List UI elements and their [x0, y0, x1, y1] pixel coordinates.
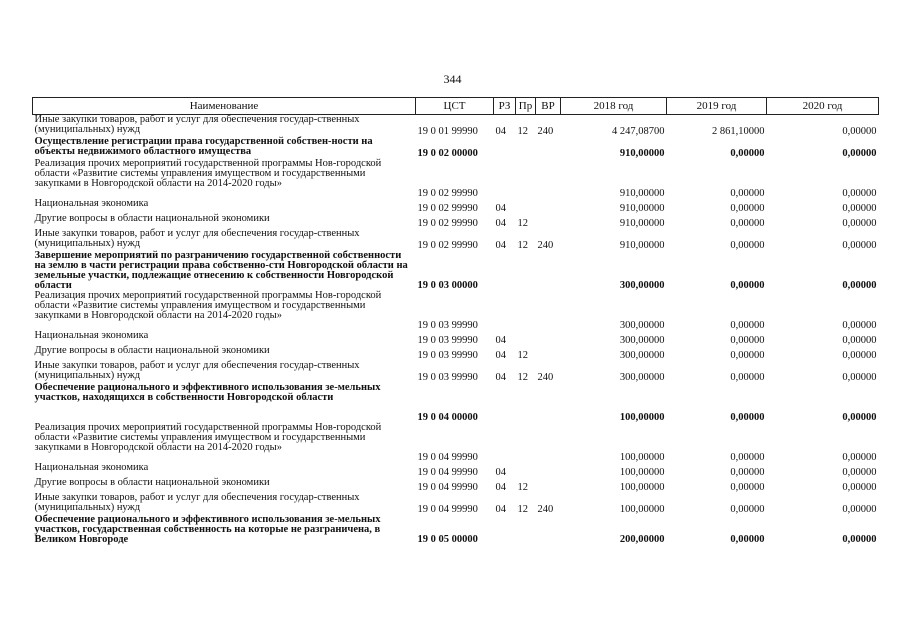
row-rz: [494, 383, 516, 423]
header-vr: ВР: [536, 98, 561, 115]
table-row: [33, 229, 879, 251]
table-header-row: [33, 98, 879, 115]
row-2020: 0,00000: [842, 240, 877, 251]
row-vr: [536, 159, 561, 199]
row-2019: 0,00000: [730, 467, 765, 478]
table-row: [33, 331, 879, 346]
table-row: [33, 383, 879, 423]
row-pr: [516, 331, 536, 346]
row-name: Национальная экономика: [34, 198, 149, 209]
row-2019: 0,00000: [730, 280, 765, 291]
row-pr: [516, 251, 536, 291]
row-2020: 0,00000: [842, 350, 877, 361]
row-2018: 300,00000: [619, 335, 665, 346]
row-pr: [516, 291, 536, 331]
row-cst: 19 0 03 99990: [417, 350, 478, 361]
table-row: [33, 115, 879, 138]
row-rz: 04: [495, 126, 506, 137]
row-2019: 0,00000: [730, 203, 765, 214]
row-2018: 910,00000: [619, 240, 665, 251]
row-vr: [536, 214, 561, 229]
table-row: [33, 291, 879, 331]
row-2020: 0,00000: [842, 320, 877, 331]
row-vr: [536, 331, 561, 346]
row-name: Иные закупки товаров, работ и услуг для обеспечения государ-ственных (муниципальных) нужд: [34, 114, 360, 135]
row-2018: 100,00000: [619, 452, 665, 463]
row-pr: [516, 463, 536, 478]
row-2019: 0,00000: [730, 504, 765, 515]
row-name: Завершение мероприятий по разграничению государственной собственности на землю в части регистрации права собственно-сти Новгородской области на земельные участки, подлежащие отнесению к собственности Новгородской области: [34, 250, 408, 291]
row-2020: 0,00000: [842, 482, 877, 493]
row-cst: 19 0 04 99990: [417, 482, 478, 493]
row-name: Реализация прочих мероприятий государственной программы Нов-городской области «Развитие системы управления имуществом и государственными закупками в Новгородской области на 2014-2020 годы»: [34, 422, 382, 453]
row-2019: 0,00000: [730, 372, 765, 383]
row-2018: 200,00000: [619, 534, 665, 545]
row-2020: 0,00000: [842, 372, 877, 383]
row-2018: 910,00000: [619, 218, 665, 229]
row-vr: 240: [537, 240, 554, 251]
row-2019: 0,00000: [730, 240, 765, 251]
row-name: Национальная экономика: [34, 330, 149, 341]
table-row: [33, 346, 879, 361]
row-pr: 12: [517, 240, 528, 251]
row-pr: [516, 383, 536, 423]
row-vr: [536, 478, 561, 493]
row-pr: [516, 199, 536, 214]
row-pr: 12: [517, 218, 528, 229]
row-vr: [536, 251, 561, 291]
row-2018: 300,00000: [619, 280, 665, 291]
row-vr: [536, 346, 561, 361]
row-vr: [536, 199, 561, 214]
row-name: Национальная экономика: [34, 462, 149, 473]
row-2019: 0,00000: [730, 335, 765, 346]
row-2019: 0,00000: [730, 350, 765, 361]
row-name: Иные закупки товаров, работ и услуг для обеспечения государ-ственных (муниципальных) нужд: [34, 228, 360, 249]
row-name: Обеспечение рационального и эффективного использования зе-мельных участков, находящихся в собственности Новгородской области: [34, 382, 381, 403]
row-rz: [494, 159, 516, 199]
table-row: [33, 361, 879, 383]
row-cst: 19 0 03 00000: [417, 280, 478, 291]
row-2019: 0,00000: [730, 412, 765, 423]
row-2018: 300,00000: [619, 320, 665, 331]
row-pr: 12: [517, 482, 528, 493]
row-2020: 0,00000: [842, 467, 877, 478]
row-name: Другие вопросы в области национальной экономики: [34, 477, 270, 488]
table-row: [33, 137, 879, 159]
header-name: Наименование: [33, 98, 416, 115]
budget-table: [32, 97, 879, 545]
row-rz: 04: [495, 240, 506, 251]
row-cst: 19 0 02 99990: [417, 188, 478, 199]
table-row: [33, 478, 879, 493]
row-cst: 19 0 02 99990: [417, 240, 478, 251]
row-2020: 0,00000: [842, 412, 877, 423]
row-2020: 0,00000: [842, 126, 877, 137]
row-2018: 300,00000: [619, 372, 665, 383]
header-2018: 2018 год: [561, 98, 667, 115]
row-cst: 19 0 04 99990: [417, 467, 478, 478]
row-name: Другие вопросы в области национальной экономики: [34, 213, 270, 224]
row-2019: 0,00000: [730, 534, 765, 545]
row-rz: [494, 137, 516, 159]
row-vr: [536, 423, 561, 463]
table-row: [33, 493, 879, 515]
row-rz: 04: [495, 335, 506, 346]
row-vr: [536, 463, 561, 478]
row-pr: [516, 515, 536, 545]
row-2020: 0,00000: [842, 203, 877, 214]
row-cst: 19 0 05 00000: [417, 534, 478, 545]
row-name: Реализация прочих мероприятий государственной программы Нов-городской области «Развитие системы управления имуществом и государственными закупками в Новгородской области на 2014-2020 годы»: [34, 158, 382, 189]
row-vr: [536, 291, 561, 331]
row-2020: 0,00000: [842, 188, 877, 199]
row-2020: 0,00000: [842, 218, 877, 229]
row-2018: 100,00000: [619, 482, 665, 493]
row-2020: 0,00000: [842, 504, 877, 515]
row-rz: 04: [495, 482, 506, 493]
row-2020: 0,00000: [842, 148, 877, 159]
row-pr: 12: [517, 126, 528, 137]
row-2018: 300,00000: [619, 350, 665, 361]
row-rz: 04: [495, 218, 506, 229]
row-cst: 19 0 04 99990: [417, 452, 478, 463]
header-2019: 2019 год: [667, 98, 767, 115]
row-cst: 19 0 03 99990: [417, 320, 478, 331]
table-row: [33, 159, 879, 199]
row-name: Иные закупки товаров, работ и услуг для обеспечения государ-ственных (муниципальных) нужд: [34, 360, 360, 381]
row-cst: 19 0 01 99990: [417, 126, 478, 137]
row-2020: 0,00000: [842, 335, 877, 346]
row-2020: 0,00000: [842, 452, 877, 463]
row-cst: 19 0 02 99990: [417, 218, 478, 229]
row-2018: 910,00000: [619, 203, 665, 214]
table-row: [33, 214, 879, 229]
page-number: 344: [443, 72, 462, 86]
row-rz: [494, 251, 516, 291]
row-rz: [494, 515, 516, 545]
row-2019: 0,00000: [730, 188, 765, 199]
table-row: [33, 251, 879, 291]
row-rz: [494, 423, 516, 463]
row-cst: 19 0 04 00000: [417, 412, 478, 423]
row-2019: 0,00000: [730, 148, 765, 159]
header-pr: Пр: [516, 98, 536, 115]
row-rz: 04: [495, 372, 506, 383]
row-vr: [536, 137, 561, 159]
header-rz: РЗ: [494, 98, 516, 115]
row-rz: 04: [495, 467, 506, 478]
row-rz: 04: [495, 350, 506, 361]
row-2020: 0,00000: [842, 280, 877, 291]
row-rz: 04: [495, 504, 506, 515]
row-name: Обеспечение рационального и эффективного использования зе-мельных участков, государственная собственность на которые не разграничена, в Великом Новгороде: [34, 514, 381, 545]
table-row: [33, 423, 879, 463]
row-2019: 0,00000: [730, 452, 765, 463]
row-cst: 19 0 03 99990: [417, 335, 478, 346]
row-pr: 12: [517, 350, 528, 361]
row-name: Иные закупки товаров, работ и услуг для обеспечения государ-ственных (муниципальных) нужд: [34, 492, 360, 513]
row-2018: 100,00000: [619, 412, 665, 423]
row-2018: 100,00000: [619, 467, 665, 478]
row-name: Осуществление регистрации права государственной собствен-ности на объекты недвижимого областного имущества: [34, 136, 373, 157]
row-2018: 4 247,08700: [612, 126, 665, 137]
row-vr: 240: [537, 126, 554, 137]
row-name: Реализация прочих мероприятий государственной программы Нов-городской области «Развитие системы управления имуществом и государственными закупками в Новгородской области на 2014-2020 годы»: [34, 290, 382, 321]
row-2019: 2 861,10000: [712, 126, 765, 137]
row-2019: 0,00000: [730, 320, 765, 331]
row-vr: [536, 515, 561, 545]
row-rz: 04: [495, 203, 506, 214]
row-pr: [516, 423, 536, 463]
row-rz: [494, 291, 516, 331]
row-2018: 910,00000: [619, 188, 665, 199]
table-row: [33, 515, 879, 545]
row-vr: 240: [537, 372, 554, 383]
row-2019: 0,00000: [730, 482, 765, 493]
row-cst: 19 0 02 99990: [417, 203, 478, 214]
row-cst: 19 0 02 00000: [417, 148, 478, 159]
row-vr: 240: [537, 504, 554, 515]
row-cst: 19 0 03 99990: [417, 372, 478, 383]
row-pr: 12: [517, 504, 528, 515]
row-cst: 19 0 04 99990: [417, 504, 478, 515]
row-pr: [516, 159, 536, 199]
row-2019: 0,00000: [730, 218, 765, 229]
header-cst: ЦСТ: [416, 98, 494, 115]
table-row: [33, 463, 879, 478]
row-vr: [536, 383, 561, 423]
row-2018: 100,00000: [619, 504, 665, 515]
row-name: Другие вопросы в области национальной экономики: [34, 345, 270, 356]
row-pr: 12: [517, 372, 528, 383]
row-pr: [516, 137, 536, 159]
header-2020: 2020 год: [767, 98, 879, 115]
row-2020: 0,00000: [842, 534, 877, 545]
row-2018: 910,00000: [619, 148, 665, 159]
table-row: [33, 199, 879, 214]
